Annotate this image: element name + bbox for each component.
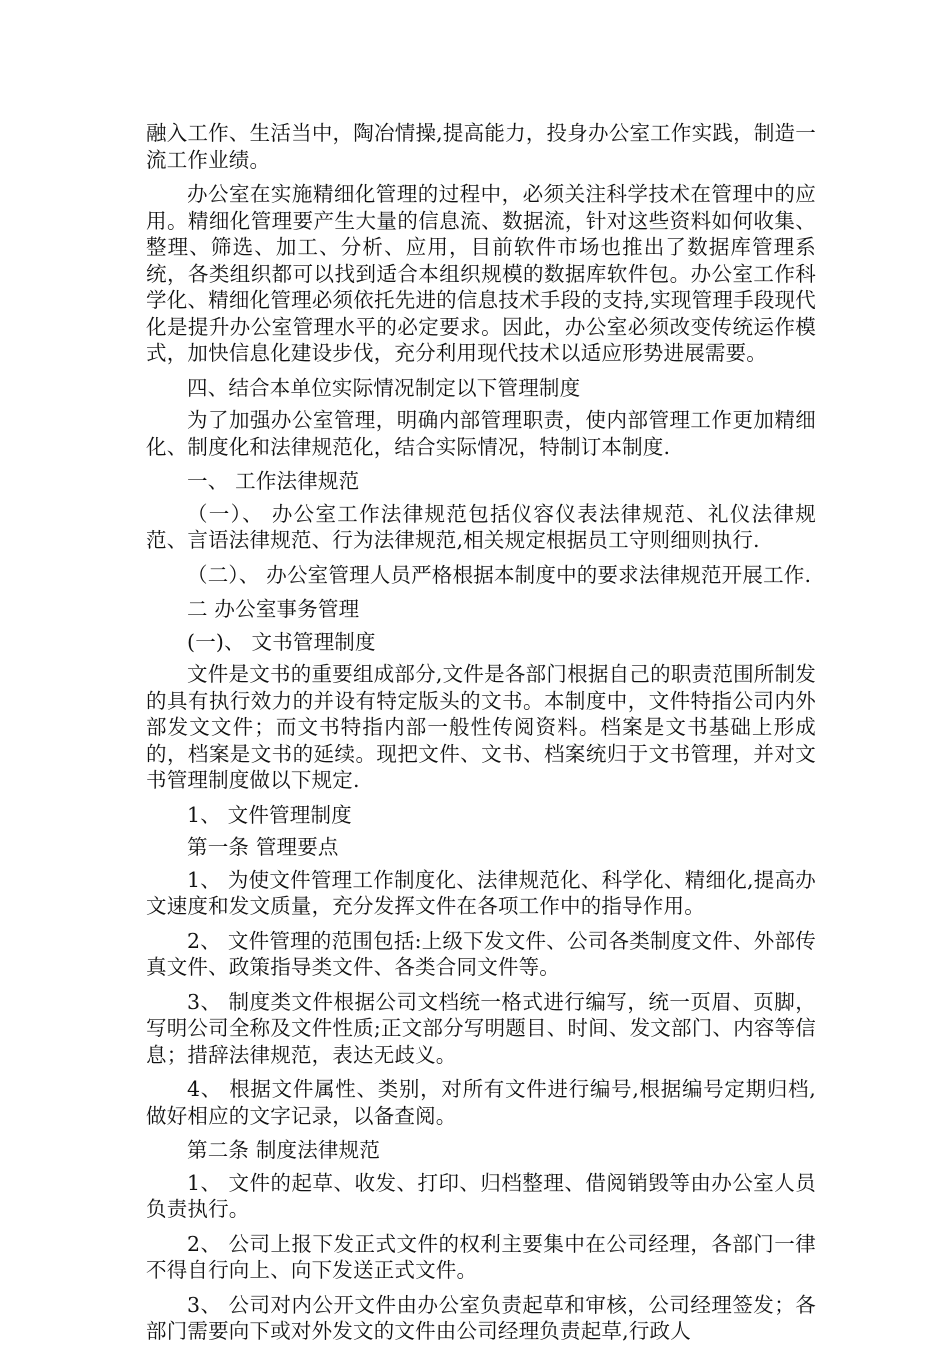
paragraph-document-definition: 文件是文书的重要组成部分,文件是各部门根据自己的职责范围所制发的具有执行效力的并设有特定版头的文书。本制度中，文件特指公司内外部发文文件；而文书特指内部一般性传阅资料。档案是文书基础上形成的，档案是文书的延续。现把文件、文书、档案统归于文书管理，并对文书管理制度做以下规定. bbox=[146, 662, 816, 792]
heading-work-norms: 一、 工作法律规范 bbox=[187, 469, 360, 493]
list-item-4: 4、 根据文件属性、类别，对所有文件进行编号,根据编号定期归档,做好相应的文字记录，以备查阅。 bbox=[146, 1077, 816, 1128]
list-item-2: 2、 文件管理的范围包括:上级下发文件、公司各类制度文件、外部传真文件、政策指导类文件、各类合同文件等。 bbox=[146, 928, 816, 979]
list-item-3: 3、 制度类文件根据公司文档统一格式进行编写，统一页眉、页脚，写明公司全称及文件性质;正文部分写明题目、时间、发文部门、内容等信息；措辞法律规范，表达无歧义。 bbox=[146, 989, 816, 1067]
paragraph-norms-2: （二）、 办公室管理人员严格根据本制度中的要求法律规范开展工作. bbox=[187, 562, 812, 587]
list-item-6: 2、 公司上报下发正式文件的权利主要集中在公司经理，各部门一律不得自行向上、向下发送正式文件。 bbox=[146, 1231, 816, 1282]
section-heading-four: 四、结合本单位实际情况制定以下管理制度 bbox=[187, 375, 581, 400]
heading-article-two: 第二条 制度法律规范 bbox=[187, 1138, 381, 1162]
list-item-5: 1、 文件的起草、收发、打印、归档整理、借阅销毁等由办公室人员负责执行。 bbox=[146, 1170, 816, 1221]
heading-article-one: 第一条 管理要点 bbox=[187, 835, 339, 859]
list-item-7: 3、 公司对内公开文件由办公室负责起草和审核，公司经理签发；各部门需要向下或对外发文的文件由公司经理负责起草,行政人 bbox=[146, 1292, 816, 1343]
paragraph-continuation: 融入工作、生活当中，陶冶情操,提高能力，投身办公室工作实践，制造一流工作业绩。 bbox=[146, 121, 816, 172]
heading-office-affairs: 二 办公室事务管理 bbox=[187, 597, 360, 621]
list-item-1: 1、 为使文件管理工作制度化、法律规范化、科学化、精细化,提高办文速度和发文质量，充分发挥文件在各项工作中的指导作用。 bbox=[146, 867, 816, 918]
heading-file-management: 1、 文件管理制度 bbox=[187, 802, 352, 827]
paragraph-norms-1: （一）、 办公室工作法律规范包括仪容仪表法律规范、礼仪法律规范、言语法律规范、行为法律规范,相关规定根据员工守则细则执行. bbox=[146, 501, 816, 552]
document-body bbox=[146, 120, 816, 1353]
paragraph-purpose: 为了加强办公室管理，明确内部管理职责，使内部管理工作更加精细化、制度化和法律规范化，结合实际情况，特制订本制度. bbox=[146, 408, 816, 459]
paragraph-informatization: 办公室在实施精细化管理的过程中，必须关注科学技术在管理中的应用。精细化管理要产生大量的信息流、数据流，针对这些资料如何收集、整理、筛选、加工、分析、应用，目前软件市场也推出了数据库管理系统，各类组织都可以找到适合本组织规模的数据库软件包。办公室工作科学化、精细化管理必须依托先进的信息技术手段的支持,实现管理手段现代化是提升办公室管理水平的必定要求。因此，办公室必须改变传统运作模式，加快信息化建设步伐，充分利用现代技术以适应形势进展需要。 bbox=[146, 182, 816, 365]
heading-document-management: (一)、 文书管理制度 bbox=[187, 629, 376, 654]
